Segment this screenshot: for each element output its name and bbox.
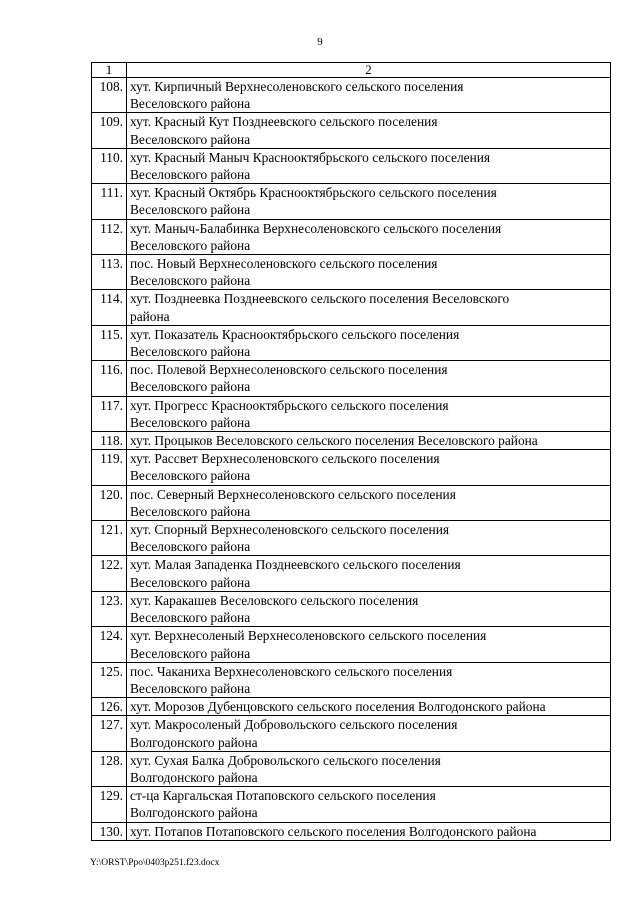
settlement-name [127,822,611,840]
settlement-name-line: хут. Маныч-Балабинка Верхнесоленовского сельского поселения [130,220,502,236]
table-row [92,290,611,325]
table-row [92,716,611,751]
table-row [92,113,611,148]
settlement-name [127,556,611,591]
table-row [92,184,611,219]
settlement-name-line: хут. Красный Октябрь Краснооктябрьского сельского поселения [130,185,497,201]
settlement-name-line: хут. Морозов Дубенцовского сельского поселения Волгодонского района [130,699,546,715]
settlement-name-line: хут. Красный Маныч Краснооктябрьского сельского поселения [130,149,491,165]
settlement-name-line: пос. Полевой Верхнесоленовского сельского поселения [130,362,448,378]
table-header-row [92,63,611,78]
settlement-name-line: хут. Потапов Потаповского сельского поселения Волгодонского района [130,823,537,839]
row-number: 119. [92,450,127,485]
settlement-name [127,184,611,219]
row-number: 129. [92,787,127,822]
settlement-name-line: Веселовского района [130,96,251,112]
row-number: 128. [92,751,127,786]
row-number: 124. [92,627,127,662]
settlement-name [127,432,611,450]
settlement-name [127,751,611,786]
row-number: 127. [92,716,127,751]
settlement-name-line: хут. Макросоленый Добровольского сельского поселения [130,717,458,733]
settlement-name-line: Веселовского района [130,503,251,519]
settlement-name-line: Веселовского района [130,379,251,395]
settlement-name [127,396,611,431]
settlement-name-line: хут. Кирпичный Верхнесоленовского сельского поселения [130,79,464,94]
settlement-name [127,591,611,626]
settlement-name [127,627,611,662]
settlement-name-line: хут. Прогресс Краснооктябрьского сельского поселения [130,397,449,413]
file-path-footer: Y:\ORST\Ppo\0403p251.f23.docx [90,858,220,868]
settlement-name-line: Веселовского района [130,237,251,253]
table-row [92,432,611,450]
settlement-name [127,698,611,716]
row-number: 109. [92,113,127,148]
row-number: 130. [92,822,127,840]
row-number: 112. [92,219,127,254]
table-row [92,396,611,431]
settlement-name-line: Волгодонского района [130,805,258,821]
row-number: 121. [92,521,127,556]
table-row [92,148,611,183]
row-number: 126. [92,698,127,716]
settlement-name-line: Веселовского района [130,539,251,555]
settlement-name-line: пос. Чаканиха Верхнесоленовского сельского поселения [130,663,453,679]
settlements-table [91,62,611,841]
settlement-name-line: хут. Рассвет Верхнесоленовского сельского поселения [130,451,440,467]
table-row [92,450,611,485]
settlement-name-line: хут. Красный Кут Позднеевского сельского поселения [130,114,438,130]
table-row [92,521,611,556]
settlement-name-line: Веселовского района [130,167,251,183]
settlement-name-line: хут. Сухая Балка Добровольского сельского поселения [130,752,441,768]
table-row [92,325,611,360]
settlement-name-line: хут. Показатель Краснооктябрьского сельского поселения [130,326,460,342]
settlement-name-line: пос. Новый Верхнесоленовского сельского поселения [130,256,438,272]
settlement-name-line: Волгодонского района [130,769,258,785]
table-row [92,787,611,822]
settlement-name-line: Веселовского района [130,273,251,289]
table-row [92,485,611,520]
row-number: 120. [92,485,127,520]
table-row [92,361,611,396]
table-body [92,63,611,841]
settlement-name-line: хут. Верхнесоленый Верхнесоленовского сельского поселения [130,628,487,644]
table-row [92,698,611,716]
settlement-name-line: Веселовского района [130,574,251,590]
row-number: 114. [92,290,127,325]
row-number: 117. [92,396,127,431]
table-row [92,627,611,662]
settlement-name-line: Веселовского района [130,344,251,360]
settlement-name-line: ст-ца Каргальская Потаповского сельского поселения [130,788,436,804]
settlement-name [127,662,611,697]
row-number: 123. [92,591,127,626]
settlement-name-line: Веселовского района [130,131,251,147]
settlement-name [127,148,611,183]
table-row [92,255,611,290]
settlement-name-line: Веселовского района [130,610,251,626]
settlement-name-line: хут. Каракашев Веселовского сельского поселения [130,592,419,608]
settlement-name-line: хут. Малая Западенка Позднеевского сельского поселения [130,557,461,573]
settlement-name-line: хут. Позднеевка Позднеевского сельского поселения Веселовского [130,291,510,307]
row-number: 110. [92,148,127,183]
column-header-number: 1 [92,63,127,78]
row-number: 116. [92,361,127,396]
settlement-name [127,290,611,325]
table-row [92,591,611,626]
settlement-name [127,325,611,360]
settlement-name [127,787,611,822]
table-row [92,78,611,113]
settlement-name [127,219,611,254]
settlement-name [127,255,611,290]
row-number: 111. [92,184,127,219]
settlement-name-line: Волгодонского района [130,734,258,750]
settlement-name [127,113,611,148]
table-row [92,556,611,591]
table-row [92,751,611,786]
settlement-name-line: района [130,308,170,324]
row-number: 108. [92,78,127,113]
row-number: 118. [92,432,127,450]
settlement-name-line: пос. Северный Верхнесоленовского сельского поселения [130,486,456,502]
row-number: 115. [92,325,127,360]
settlement-name-line: хут. Процыков Веселовского сельского поселения Веселовского района [130,433,538,449]
settlement-name-line: Веселовского района [130,680,251,696]
row-number: 122. [92,556,127,591]
table-row [92,219,611,254]
settlement-name [127,361,611,396]
row-number: 125. [92,662,127,697]
settlement-name-line: Веселовского района [130,468,251,484]
table-row [92,662,611,697]
settlement-name-line: хут. Спорный Верхнесоленовского сельского поселения [130,522,450,538]
settlement-name [127,78,611,113]
page-number: 9 [317,36,323,48]
settlement-name-line: Веселовского района [130,414,251,430]
settlement-name [127,716,611,751]
settlement-name [127,521,611,556]
column-header-name: 2 [127,63,611,78]
row-number: 113. [92,255,127,290]
settlement-name [127,450,611,485]
settlement-name [127,485,611,520]
settlement-name-line: Веселовского района [130,645,251,661]
settlement-name-line: Веселовского района [130,202,251,218]
table-row [92,822,611,840]
